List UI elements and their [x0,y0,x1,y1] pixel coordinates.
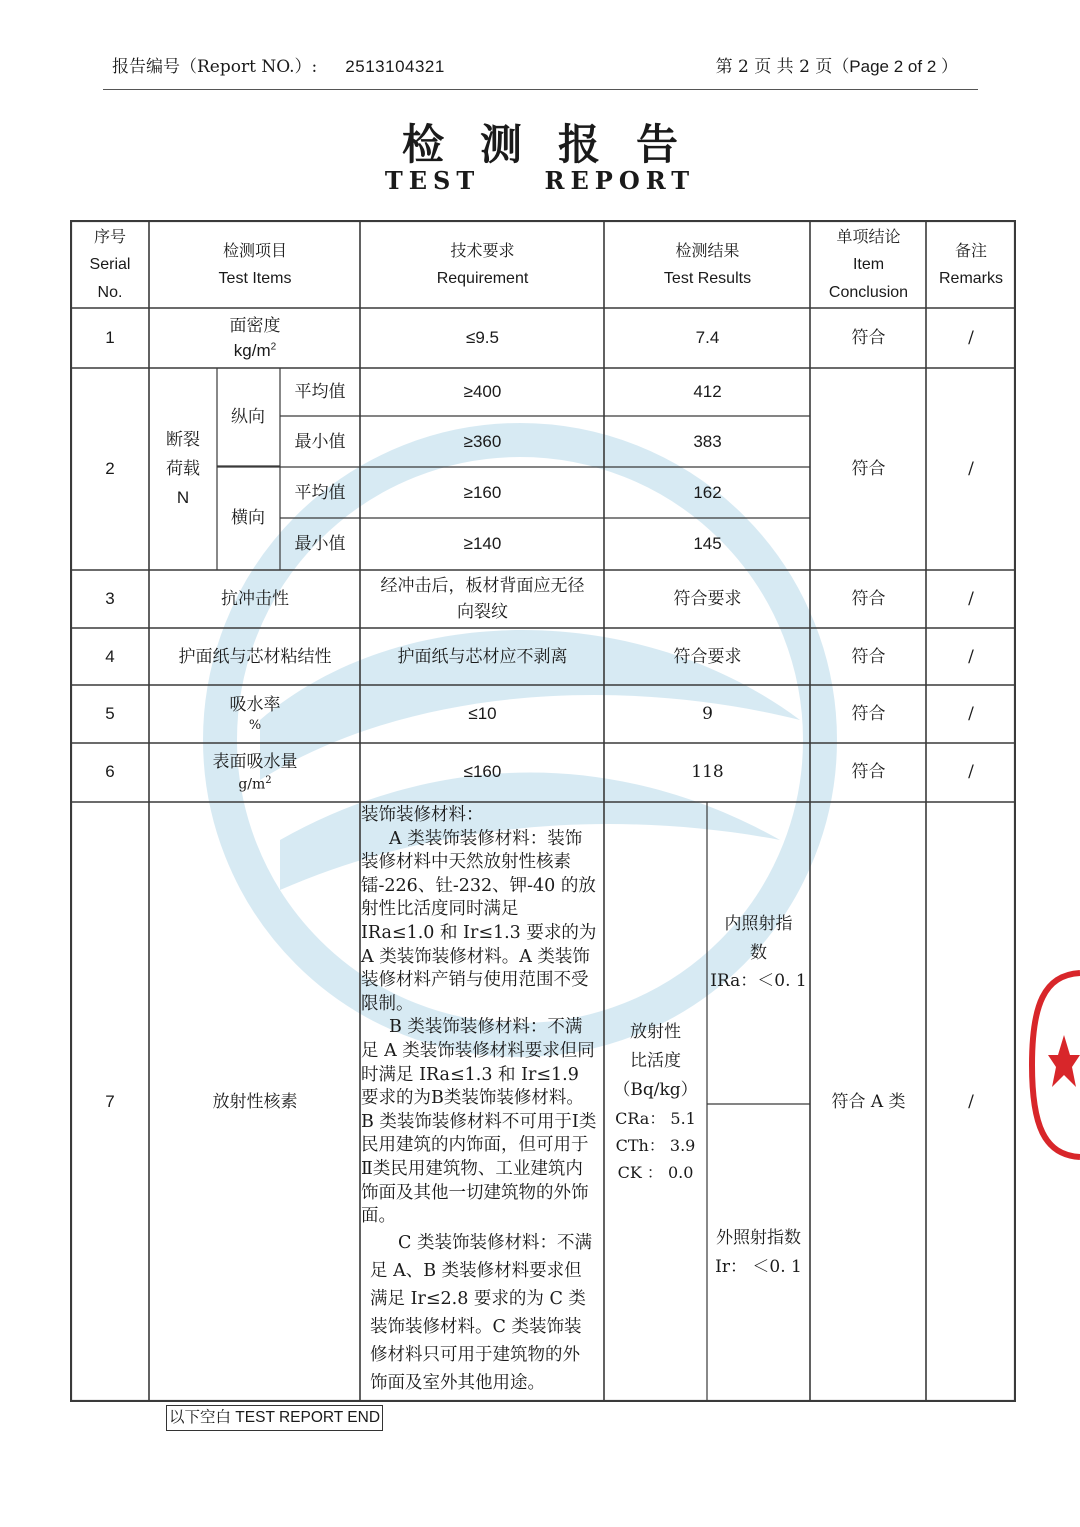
row2-sub4-stat: 最小值 [294,534,346,555]
col-header-test-items [150,221,360,308]
row6-result: 118 [691,762,724,783]
row7-internal-l2: 数 [750,942,767,963]
page-info-cn: 第 2 页 共 2 页 [715,57,833,77]
row5-result: 9 [702,704,713,725]
row7-item: 放射性核素 [212,1091,298,1112]
row3-remarks: / [968,589,974,610]
row3-requirement [361,571,604,628]
row2-conclusion: 符合 [851,459,886,480]
row1-serial: 1 [105,328,115,348]
red-stamp-icon [1024,965,1080,1165]
row7-activity-ck: CK ： 0.0 [617,1162,694,1182]
row7-external-l1: 外照射指数 [716,1227,801,1248]
report-no-label: 报告编号（Report NO.）: [112,57,318,77]
row2-item-l1: 断裂 [166,430,200,451]
row5-serial: 5 [105,704,115,724]
row2-sub1-stat: 平均值 [294,382,346,403]
row7-activity-cra: CRa： 5.1 [615,1108,696,1128]
row7-req-class-b: B 类装饰装修材料：不满足 A 类装饰装修材料要求但同时满足 IRa≤1.3 和 Ir≤1.9 要求的为B类装饰装修材料。 [361,1017,595,1109]
row7-external-value: Ir： ＜0. 1 [715,1256,802,1277]
row7-internal-l1: 内照射指 [724,913,793,934]
col-header-remarks [927,221,1015,308]
row2-sub4-result: 145 [693,534,722,554]
row3-serial: 3 [105,589,115,609]
row7-req-heading: 装饰装修材料： [361,805,484,825]
row7-conclusion: 符合 A 类 [831,1091,906,1112]
row7-remarks: / [968,1091,974,1112]
row4-remarks: / [968,646,974,667]
page-info [716,52,958,77]
row2-sub2-result: 383 [693,431,722,451]
row2-sub3-stat: 平均值 [294,482,346,503]
col-header-conclusion [811,221,926,308]
col-header-serial [71,221,149,308]
row4-conclusion: 符合 [851,646,886,667]
report-number-block [112,52,445,77]
row1-remarks: / [968,328,974,349]
row5-item-name: 吸水率 [229,695,281,716]
row5-item [150,686,360,743]
col-items-en: Test Items [218,269,292,287]
row2-sub3-requirement: ≥160 [463,482,502,502]
row1-conclusion: 符合 [851,328,886,349]
row7-requirement-text [361,804,597,1397]
row5-conclusion: 符合 [851,704,886,725]
col-header-requirement [361,221,604,308]
col-req-cn: 技术要求 [450,240,515,260]
report-end-label: 以下空白 TEST REPORT END [166,1405,383,1431]
report-header [0,52,1080,82]
row2-sub2-stat: 最小值 [294,431,346,452]
row2-sub2-requirement: ≥360 [463,431,502,451]
row7-activity-cth: CTh： 3.9 [615,1135,696,1155]
row7-req-class-c: C 类装饰装修材料：不满足 A、B 类装修材料要求但满足 Ir≤2.8 要求的为 C 类装饰装修材料。C 类装饰装修材料只可用于建筑物的外饰面及室外其他用途。 [370,1232,592,1393]
col-concl-en1: Item [852,255,885,273]
row2-item [150,369,216,570]
page-info-en: （Page 2 of 2 ） [832,57,958,76]
row6-remarks: / [968,762,974,783]
row2-sub3-result: 162 [693,482,722,502]
row2-item-l2: 荷载 [166,459,200,480]
row7-internal-value: IRa：＜0. 1 [710,971,807,992]
row1-item [150,309,360,368]
col-serial-en1: Serial [89,255,131,273]
row6-item-name: 表面吸水量 [212,751,298,772]
row6-item [150,744,360,801]
row6-requirement: ≤160 [463,762,502,782]
title-chinese: 检测报告 [401,120,714,169]
col-remarks-en: Remarks [938,269,1003,287]
row3-req-line2: 向裂纹 [457,601,508,622]
col-concl-en2: Conclusion [828,283,909,301]
col-req-en: Requirement [436,269,529,287]
col-header-test-results [605,221,810,308]
row2-sub4-requirement: ≥140 [463,534,502,554]
row4-result: 符合要求 [673,646,742,667]
row4-item: 护面纸与芯材粘结性 [178,646,332,667]
row4-serial: 4 [105,646,115,666]
row5-unit: % [248,718,262,734]
col-results-cn: 检测结果 [675,240,740,260]
row2-serial: 2 [105,459,115,479]
row2-direction-transverse: 横向 [231,508,265,529]
header-divider [103,89,978,90]
row4-requirement: 护面纸与芯材应不剥离 [397,646,568,667]
title-english: TEST REPORT [384,166,696,195]
col-results-en: Test Results [663,269,752,287]
row6-conclusion: 符合 [851,762,886,783]
col-serial-en2: No. [97,283,123,301]
row2-remarks: / [968,459,974,480]
row5-remarks: / [968,704,974,725]
row1-result: 7.4 [695,328,720,348]
row7-external-index [707,1104,810,1401]
row2-sub1-result: 412 [693,382,722,402]
col-items-cn: 检测项目 [222,240,287,260]
col-concl-cn: 单项结论 [836,226,901,246]
row1-item-name: 面密度 [229,315,281,336]
row7-req-class-a: A 类装饰装修材料：装饰装修材料中天然放射性核素镭-226、钍-232、钾-40 的放射性比活度同时满足 IRa≤1.0 和 Ir≤1.3 要求的为 A 类装饰装修材料。A 类装饰装修材料产销与使用范围不受限制。 [361,828,597,1014]
row3-result: 符合要求 [673,589,742,610]
row3-req-line1: 经冲击后，板材背面应无径 [380,576,585,596]
row2-sub1-requirement: ≥400 [463,382,502,402]
row7-internal-index [707,803,810,1103]
row7-activity-unit: （Bq/kg） [613,1079,698,1100]
row3-item: 抗冲击性 [221,589,289,610]
report-no-value: 2513104321 [345,57,445,76]
row6-unit: $g/m^2$ [238,774,272,793]
row2-direction-longitudinal: 纵向 [231,407,265,428]
row5-requirement: ≤10 [468,704,497,724]
row6-serial: 6 [105,762,115,782]
col-serial-cn: 序号 [93,226,126,246]
row2-item-unit: N [176,487,190,507]
row7-activity-title1: 放射性 [630,1021,681,1042]
row1-unit: $kg/m^2$ [233,340,277,360]
row7-activity [605,803,706,1401]
row7-serial: 7 [105,1091,115,1111]
row7-activity-title2: 比活度 [630,1050,681,1071]
col-remarks-cn: 备注 [954,240,987,260]
row7-req-class-b-usage: B 类装饰装修材料不可用于Ⅰ类民用建筑的内饰面，但可用于Ⅱ类民用建筑物、工业建筑内饰面及其他一切建筑物的外饰面。 [361,1111,597,1227]
row3-conclusion: 符合 [851,589,886,610]
row1-requirement: ≤9.5 [466,328,499,348]
